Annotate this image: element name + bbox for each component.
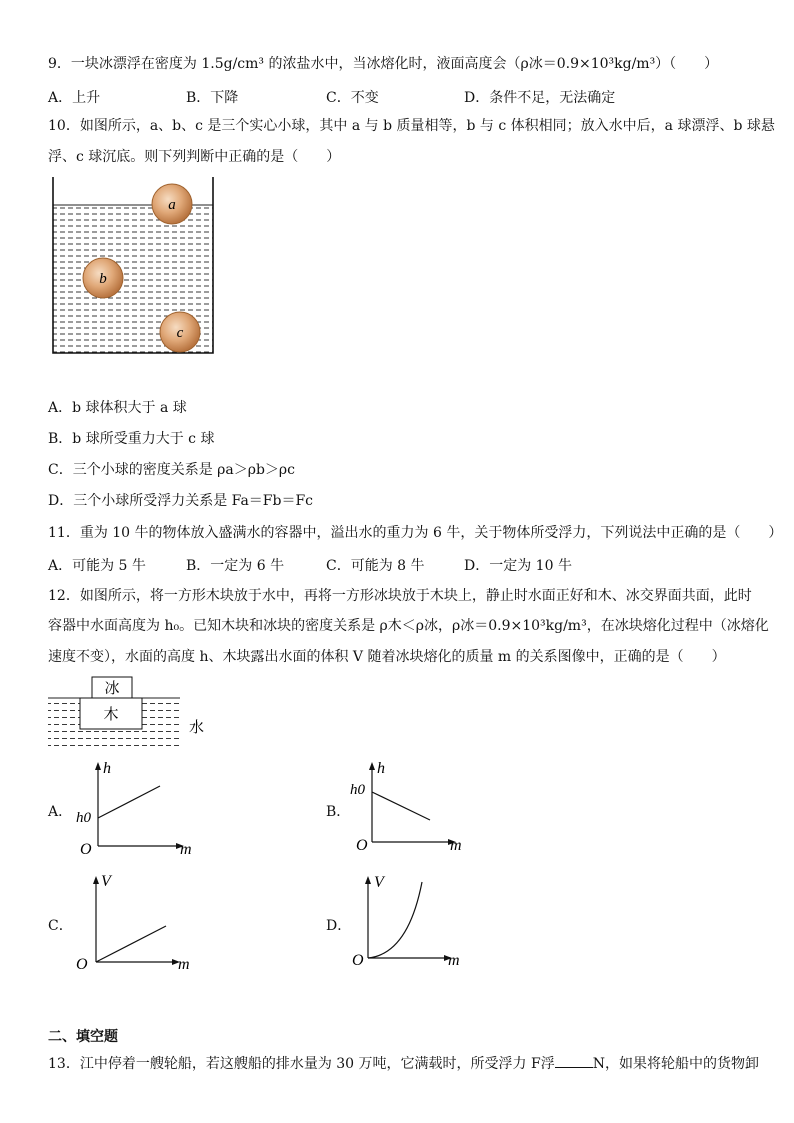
svg-text:V: V — [374, 874, 384, 891]
q12-graph-b — [348, 756, 478, 860]
q9-stem: 9．一块冰漂浮在密度为 1.5g/cm³ 的浓盐水中，当冰熔化时，液面高度会（ρ冰＝0.9×10³kg/m³）（ ） — [48, 56, 719, 72]
svg-text:O: O — [76, 956, 88, 973]
graph-a-h0: h0 — [76, 810, 91, 826]
q12-stem-line3: 速度不变），水面的高度 h、木块露出水面的体积 V 随着冰块熔化的质量 m 的关系图像中，正确的是（ ） — [48, 649, 726, 665]
q9-option-b: B．下降 — [186, 90, 239, 106]
svg-text:V: V — [101, 873, 111, 890]
svg-text:c: c — [176, 325, 184, 341]
q11-option-b: B．一定为 6 牛 — [186, 558, 285, 574]
svg-text:O: O — [352, 952, 364, 969]
q9-option-c: C．不变 — [326, 90, 379, 106]
svg-text:a: a — [168, 197, 176, 213]
graph-a-line — [98, 786, 160, 818]
q10-container-diagram — [44, 175, 224, 360]
q12-graph-d — [348, 868, 478, 974]
svg-text:m: m — [180, 841, 192, 858]
svg-text:O: O — [356, 837, 368, 854]
graph-c-line — [96, 926, 166, 962]
q12-wood-ice-diagram — [46, 672, 226, 754]
q13-stem: 13．江中停着一艘轮船，若这艘船的排水量为 30 万吨，它满载时，所受浮力 F浮 N，如果将轮船中的货物卸 — [48, 1056, 759, 1072]
q11-stem: 11．重为 10 牛的物体放入盛满水的容器中，溢出水的重力为 6 牛，关于物体所受浮力，下列说法中正确的是（ ） — [48, 525, 783, 541]
q11-option-d: D．一定为 10 牛 — [464, 558, 572, 574]
q10-stem-line1: 10．如图所示，a、b、c 是三个实心小球，其中 a 与 b 质量相等，b 与 c 体积相同；放入水中后，a 球漂浮、b 球悬 — [48, 118, 775, 134]
q12-stem-line1: 12．如图所示，将一方形木块放于水中，再将一方形冰块放于木块上，静止时水面正好和木、冰交界面共面，此时 — [48, 588, 752, 604]
svg-text:m: m — [178, 956, 190, 973]
ball-c — [160, 312, 200, 352]
svg-text:m: m — [448, 952, 460, 969]
svg-text:冰: 冰 — [104, 681, 120, 697]
q12-stem-line2: 容器中水面高度为 h₀。已知木块和冰块的密度关系是 ρ木＜ρ冰，ρ冰＝0.9×10³kg/m³，在冰块熔化过程中（冰熔化 — [48, 618, 769, 634]
svg-text:O: O — [80, 841, 92, 858]
q11-option-a: A．可能为 5 牛 — [48, 558, 146, 574]
section-title: 二、填空题 — [48, 1029, 118, 1045]
svg-text:b: b — [99, 271, 107, 287]
q10-option-d: D．三个小球所受浮力关系是 Fa＝Fb＝Fc — [48, 493, 314, 509]
svg-text:木: 木 — [103, 707, 119, 723]
q9-option-a: A．上升 — [48, 90, 101, 106]
q10-option-c: C．三个小球的密度关系是 ρa＞ρb＞ρc — [48, 462, 296, 478]
q12-option-a-label: A． — [48, 804, 73, 820]
q10-option-b: B．b 球所受重力大于 c 球 — [48, 431, 215, 447]
q12-option-b-label: B． — [326, 804, 351, 820]
ball-a — [152, 184, 192, 224]
answer-blank[interactable] — [555, 1055, 593, 1068]
q9-option-d: D．条件不足，无法确定 — [464, 90, 616, 106]
water-label: 水 — [189, 720, 205, 736]
svg-text:m: m — [450, 837, 462, 854]
svg-text:h: h — [103, 760, 111, 777]
svg-text:h: h — [377, 760, 385, 777]
graph-b-h0: h0 — [350, 782, 365, 798]
q10-stem-line2: 浮、c 球沉底。则下列判断中正确的是（ ） — [48, 149, 341, 165]
q12-option-d-label: D． — [326, 918, 352, 934]
graph-b-line — [372, 792, 430, 820]
q12-option-c-label: C． — [48, 918, 73, 934]
graph-d-curve — [368, 882, 422, 958]
q12-graph-a — [72, 758, 202, 862]
ball-b — [83, 258, 123, 298]
q11-option-c: C．可能为 8 牛 — [326, 558, 425, 574]
q10-option-a: A．b 球体积大于 a 球 — [48, 400, 187, 416]
q12-graph-c — [72, 868, 202, 974]
